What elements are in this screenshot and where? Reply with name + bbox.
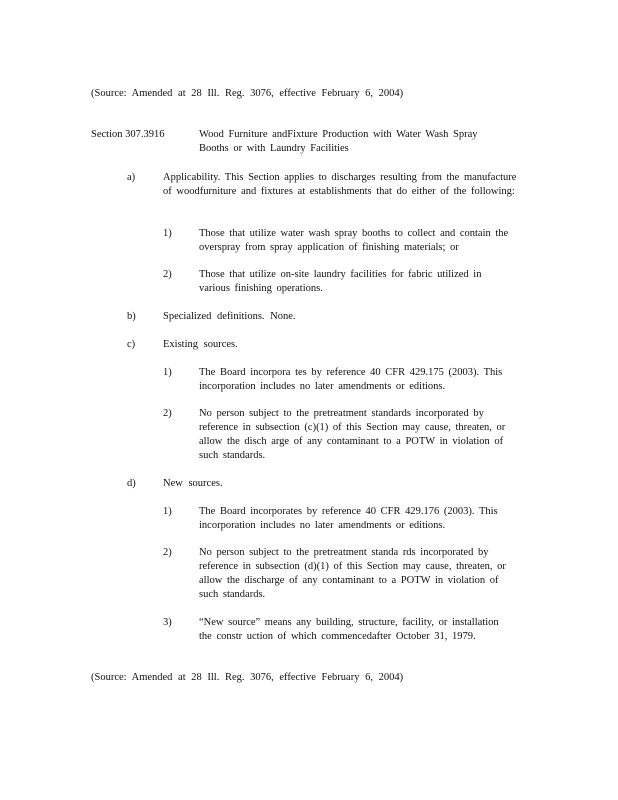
item-d3-marker: 3) bbox=[163, 617, 172, 628]
item-c1-marker: 1) bbox=[163, 367, 172, 378]
item-d2-text: No person subject to the pretreatment standa rds incorporated by reference in subsection (d)(1) of this Section may cause, threaten, or allow the discharge of any contaminant to a POTW in violation of such standards. bbox=[199, 547, 506, 600]
subsection-c-marker: c) bbox=[127, 339, 136, 350]
item-d1-text: The Board incorporates by reference 40 CFR 429.176 (2003). This incorporation includes no later amendments or editions. bbox=[199, 506, 498, 531]
subsection-a-text: Applicability. This Section applies to discharges resulting from the manufacture of woodfurniture and fixtures at establishments that do either of the following: bbox=[163, 172, 517, 197]
source-note-bottom: (Source: Amended at 28 Ill. Reg. 3076, effective February 6, 2004) bbox=[91, 672, 404, 683]
item-d2-marker: 2) bbox=[163, 547, 172, 558]
item-c2-marker: 2) bbox=[163, 408, 172, 419]
source-note-top: (Source: Amended at 28 Ill. Reg. 3076, effective February 6, 2004) bbox=[91, 88, 404, 99]
section-title: Wood Furniture andFixture Production with Water Wash Spray Booths or with Laundry Facilities bbox=[199, 129, 478, 154]
subsection-a-marker: a) bbox=[127, 172, 136, 183]
subsection-b-marker: b) bbox=[127, 311, 136, 322]
item-d1-marker: 1) bbox=[163, 506, 172, 517]
subsection-c-text: Existing sources. bbox=[163, 339, 238, 350]
item-a1-marker: 1) bbox=[163, 228, 172, 239]
item-a2-text: Those that utilize on-site laundry facilities for fabric utilized in various finishing operations. bbox=[199, 269, 482, 294]
subsection-d-marker: d) bbox=[127, 478, 136, 489]
item-c1-text: The Board incorpora tes by reference 40 CFR 429.175 (2003). This incorporation includes no later amendments or editions. bbox=[199, 367, 503, 392]
subsection-d-text: New sources. bbox=[163, 478, 223, 489]
subsection-b-text: Specialized definitions. None. bbox=[163, 311, 296, 322]
item-c2-text: No person subject to the pretreatment standards incorporated by reference in subsection (c)(1) of this Section may cause, threaten, or allow the disch arge of any contaminant to a POTW in violation of such standards. bbox=[199, 408, 506, 461]
item-a1-text: Those that utilize water wash spray booths to collect and contain the overspray from spray application of finishing materials; or bbox=[199, 228, 509, 253]
section-number: Section 307.3916 bbox=[91, 129, 165, 140]
item-a2-marker: 2) bbox=[163, 269, 172, 280]
item-d3-text: “New source” means any building, structure, facility, or installation the constr uction of which commencedafter October 31, 1979. bbox=[199, 617, 499, 642]
